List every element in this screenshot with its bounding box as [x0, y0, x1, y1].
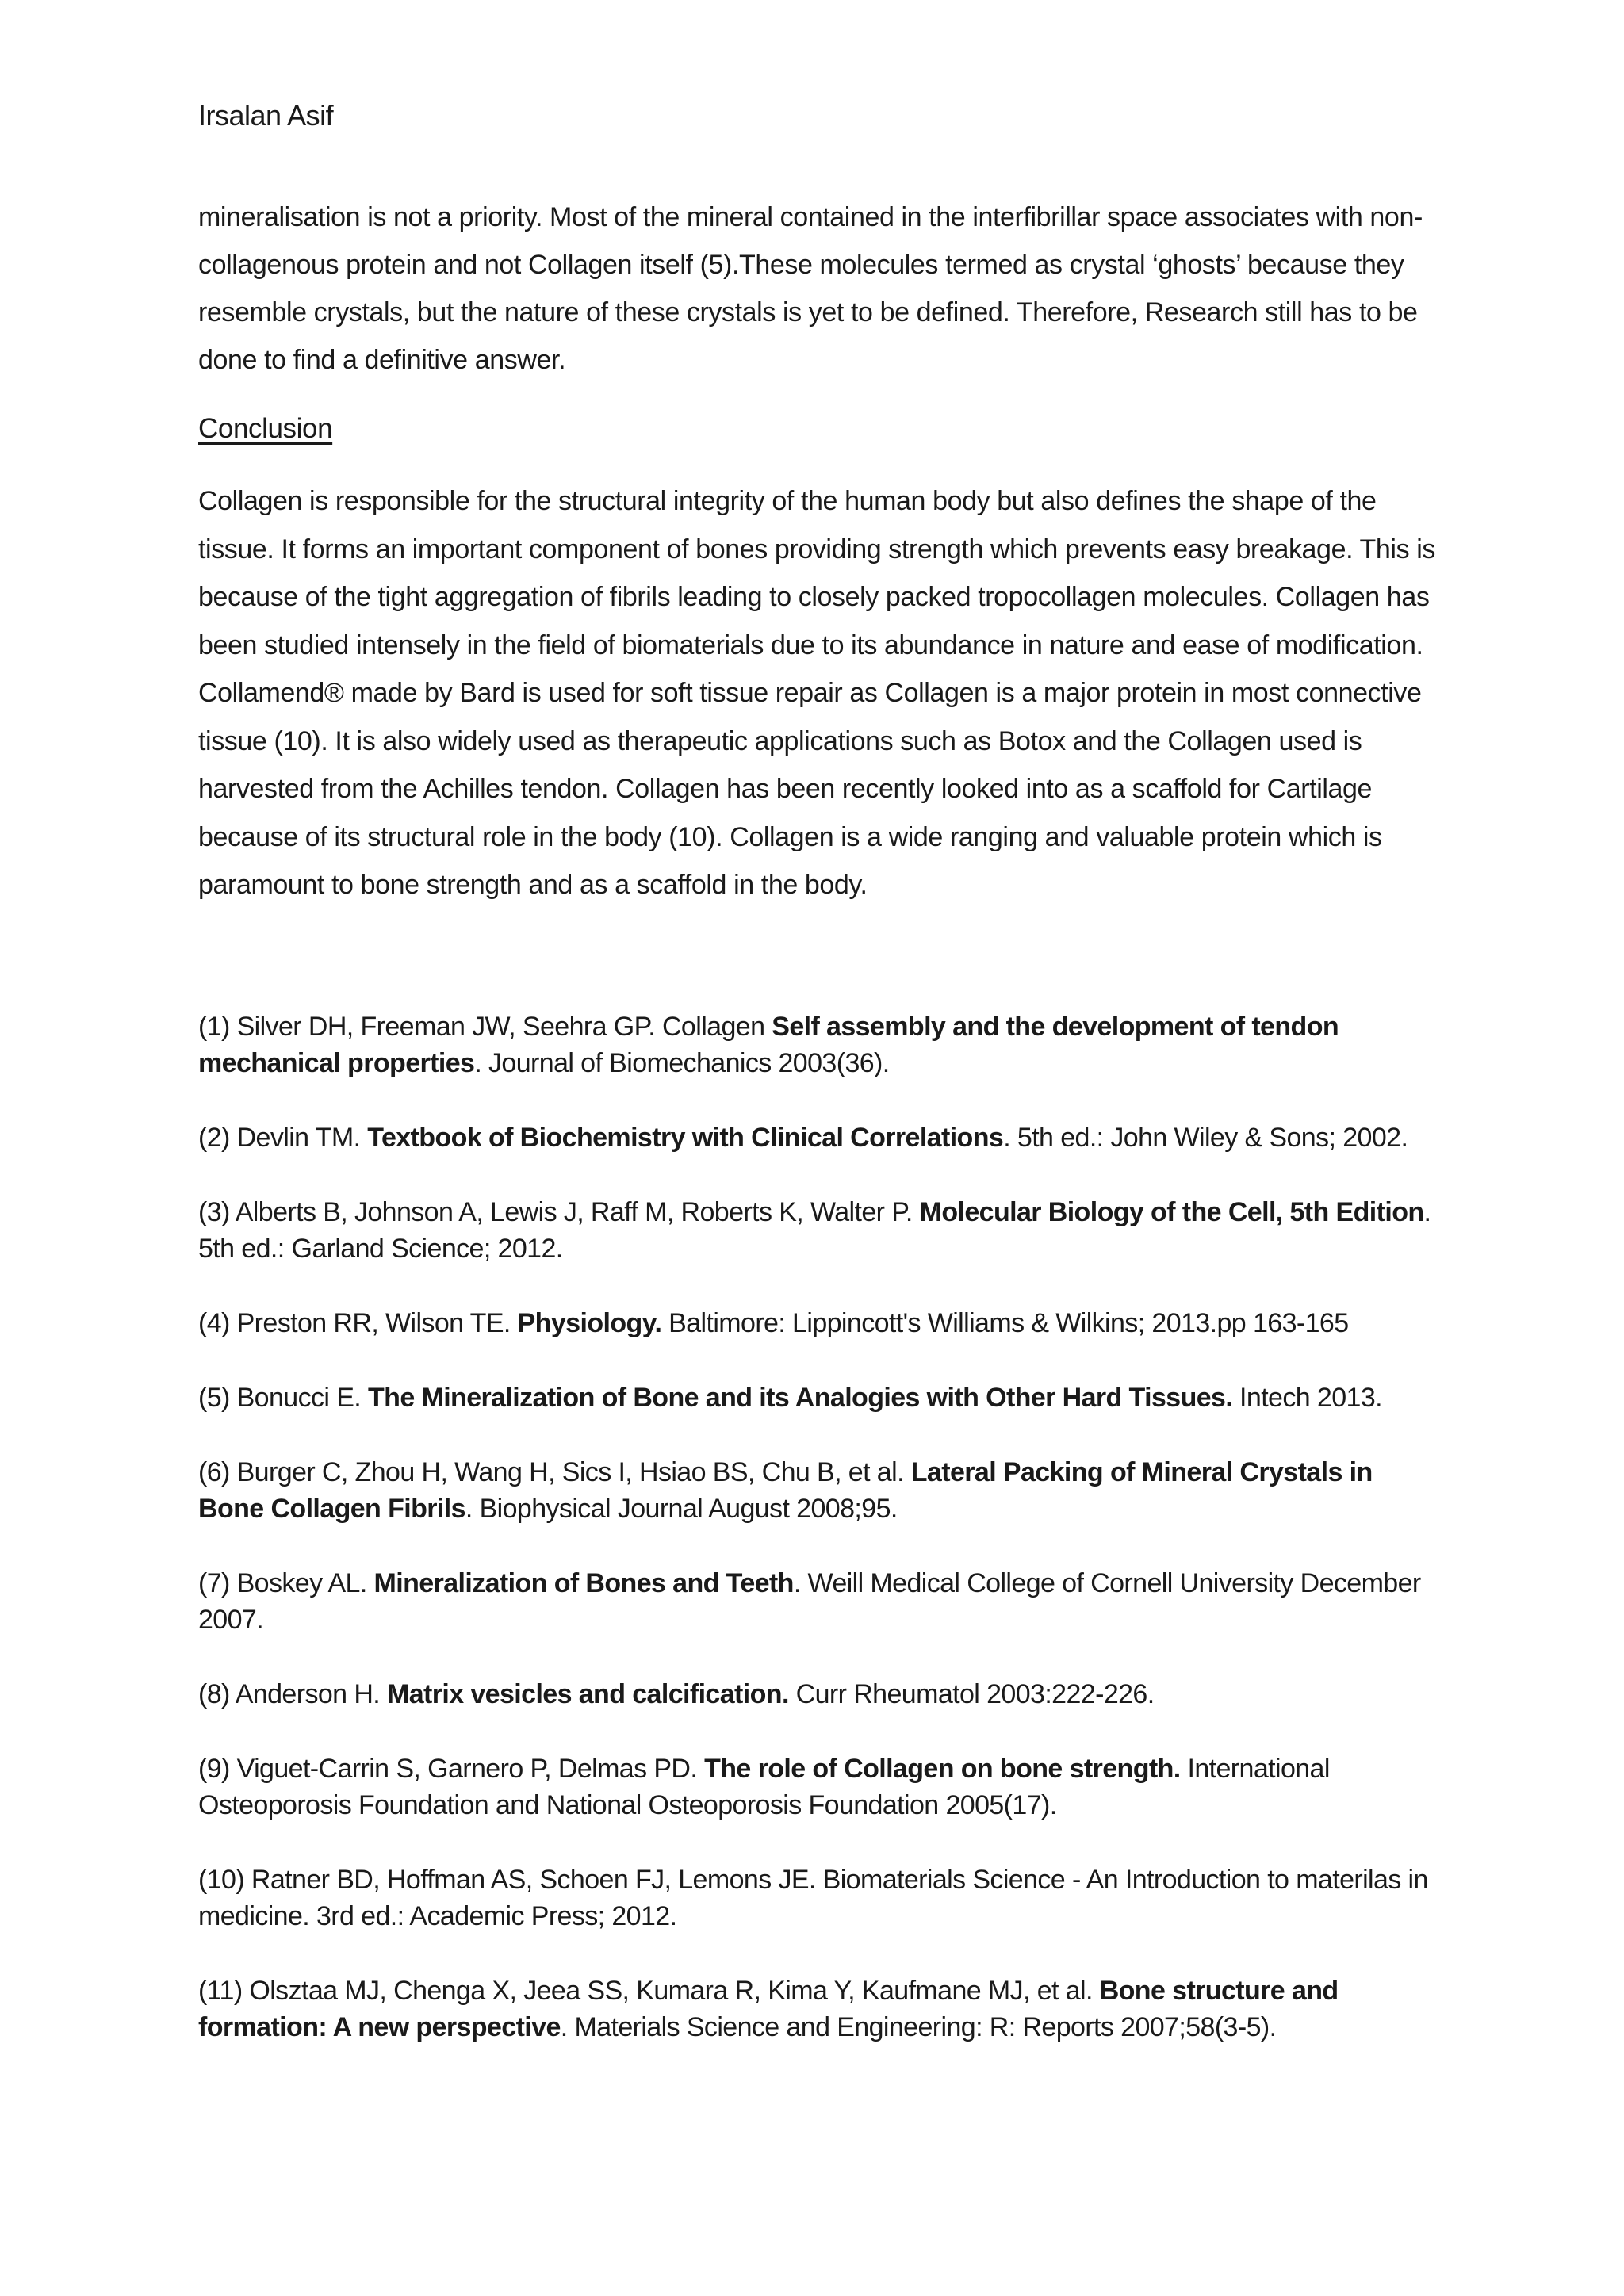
reference-title: The role of Collagen on bone strength.	[704, 1754, 1181, 1784]
reference-item	[198, 1194, 1435, 1267]
reference-list	[198, 1008, 1435, 2084]
reference-source: . 5th ed.: Garland Science; 2012.	[198, 1197, 1431, 1264]
reference-item	[198, 1119, 1435, 1156]
reference-authors: (1) Silver DH, Freeman JW, Seehra GP. Collagen	[198, 1012, 772, 1042]
reference-source: International Osteoporosis Foundation and National Osteoporosis Foundation 2005(17).	[198, 1754, 1330, 1820]
reference-title: Matrix vesicles and calcification.	[386, 1679, 789, 1709]
reference-title: Mineralization of Bones and Teeth	[373, 1568, 794, 1598]
reference-authors: (4) Preston RR, Wilson TE.	[198, 1308, 518, 1338]
reference-item	[198, 1751, 1435, 1823]
reference-source: . Materials Science and Engineering: R: Reports 2007;58(3-5).	[560, 2012, 1277, 2042]
reference-authors: (2) Devlin TM.	[198, 1123, 368, 1153]
reference-title: The Mineralization of Bone and its Analogies with Other Hard Tissues.	[367, 1383, 1233, 1413]
reference-title: Bone structure and formation: A new perspective	[198, 1976, 1339, 2042]
author-header: Irsalan Asif	[198, 99, 334, 132]
reference-title: Lateral Packing of Mineral Crystals in Bone Collagen Fibrils	[198, 1457, 1373, 1524]
reference-authors: (11) Olsztaa MJ, Chenga X, Jeea SS, Kumara R, Kima Y, Kaufmane MJ, et al.	[198, 1976, 1100, 2006]
reference-authors: (9) Viguet-Carrin S, Garnero P, Delmas PD.	[198, 1754, 705, 1784]
reference-source: . Weill Medical College of Cornell University December 2007.	[198, 1568, 1421, 1635]
conclusion-paragraph	[198, 477, 1435, 909]
reference-title: Physiology.	[517, 1308, 662, 1338]
reference-authors: (6) Burger C, Zhou H, Wang H, Sics I, Hsiao BS, Chu B, et al.	[198, 1457, 911, 1487]
reference-item	[198, 1380, 1435, 1416]
reference-source: . Journal of Biomechanics 2003(36).	[474, 1048, 890, 1078]
conclusion-heading: Conclusion	[198, 413, 333, 444]
reference-item	[198, 1008, 1435, 1081]
reference-source: Baltimore: Lippincott's Williams & Wilkins; 2013.pp 163-165	[661, 1308, 1349, 1338]
reference-item	[198, 1862, 1435, 1934]
reference-item	[198, 1454, 1435, 1527]
conclusion-text: Collagen is responsible for the structural integrity of the human body but also defines the shape of the tissue. It forms an important component of bones providing strength which prevents easy breakage. This is because of the tight aggregation of fibrils leading to closely packed tropocollagen molecules. Collagen has been studied intensely in the field of biomaterials due to its abundance in nature and ease of modification. Collamend® made by Bard is used for soft tissue repair as Collagen is a major protein in most connective tissue (10). It is also widely used as therapeutic applications such as Botox and the Collagen used is harvested from the Achilles tendon. Collagen has been recently looked into as a scaffold for Cartilage because of its structural role in the body (10). Collagen is a wide ranging and valuable protein which is paramount to bone strength and as a scaffold in the body.	[198, 486, 1435, 900]
reference-title: Textbook of Biochemistry with Clinical Correlations	[367, 1123, 1004, 1153]
intro-paragraph	[198, 193, 1435, 384]
intro-text: mineralisation is not a priority. Most of the mineral contained in the interfibrillar space associates with non- collagenous protein and not Collagen itself (5).These molecules termed as crystal ‘ghosts’ because they resemble crystals, but the nature of these crystals is yet to be defined. Therefore, Research still has to be done to find a definitive answer.	[198, 202, 1423, 375]
reference-authors: (7) Boskey AL.	[198, 1568, 374, 1598]
reference-item	[198, 1565, 1435, 1638]
reference-authors: (3) Alberts B, Johnson A, Lewis J, Raff M, Roberts K, Walter P.	[198, 1197, 920, 1227]
reference-source: Intech 2013.	[1232, 1383, 1382, 1413]
reference-source: Curr Rheumatol 2003:222-226.	[788, 1679, 1155, 1709]
reference-item	[198, 1305, 1435, 1341]
reference-authors: (10) Ratner BD, Hoffman AS, Schoen FJ, Lemons JE. Biomaterials Science - An Introduction to materilas in medicine. 3rd ed.: Academic Press; 2012.	[198, 1865, 1428, 1931]
reference-source: . Biophysical Journal August 2008;95.	[465, 1494, 898, 1524]
reference-item	[198, 1973, 1435, 2045]
reference-authors: (8) Anderson H.	[198, 1679, 387, 1709]
reference-item	[198, 1676, 1435, 1712]
reference-title: Self assembly and the development of tendon mechanical properties	[198, 1012, 1339, 1078]
reference-authors: (5) Bonucci E.	[198, 1383, 368, 1413]
reference-source: . 5th ed.: John Wiley & Sons; 2002.	[1003, 1123, 1408, 1153]
reference-title: Molecular Biology of the Cell, 5th Edition	[919, 1197, 1424, 1227]
